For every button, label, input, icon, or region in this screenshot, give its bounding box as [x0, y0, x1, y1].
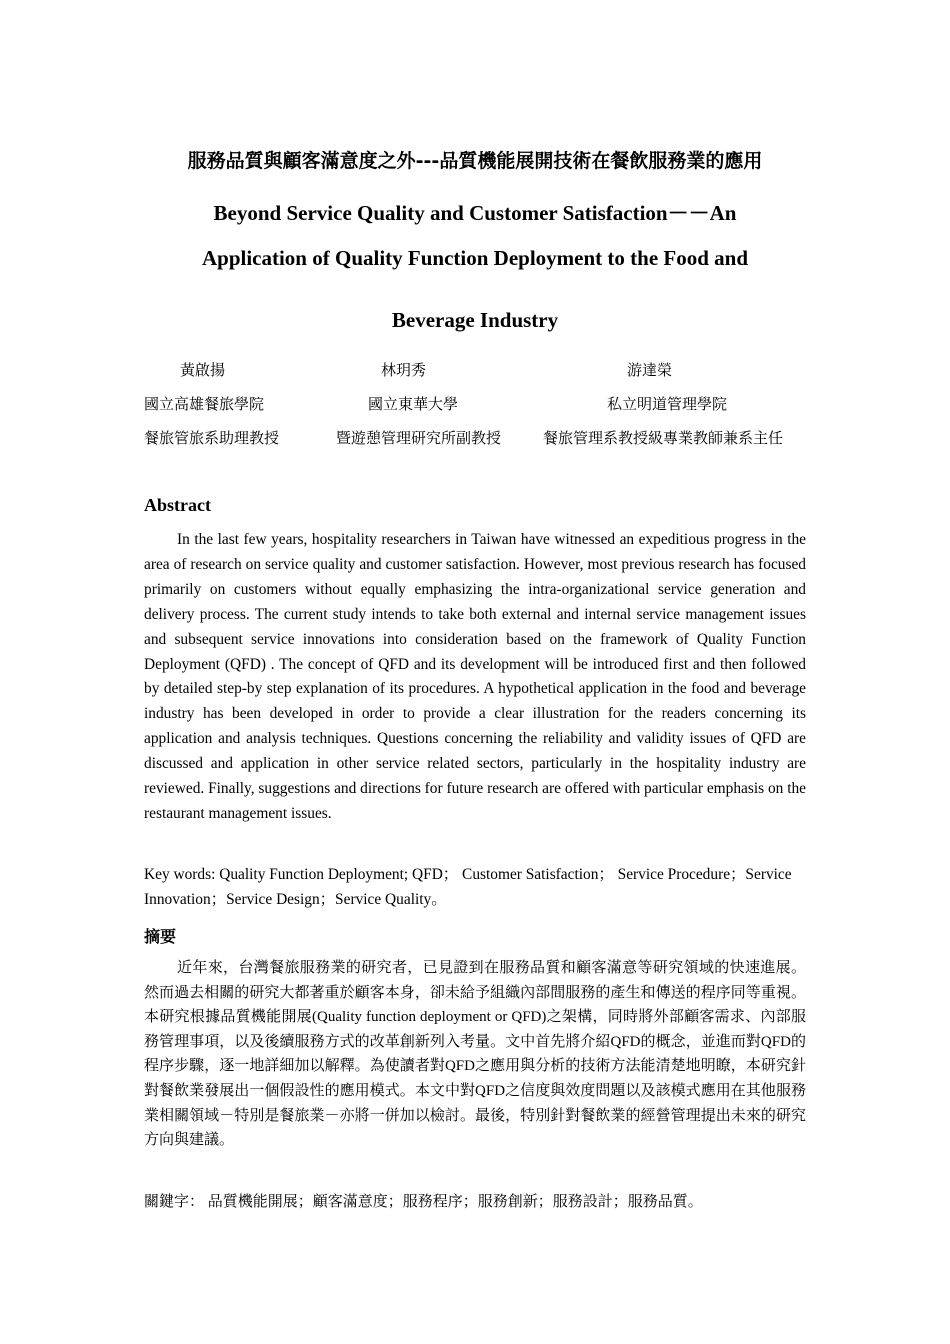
author-name-3: 游達榮: [627, 363, 673, 379]
author-name-1: 黃啟揚: [180, 363, 226, 379]
author-position-3: 餐旅管理系教授級專業教師兼系主任: [543, 431, 784, 447]
abstract-zh-keywords: 關鍵字： 品質機能開展；顧客滿意度；服務程序；服務創新；服務設計；服務品質。: [144, 1194, 703, 1210]
title-english-line-1: Beyond Service Quality and Customer Satisfaction－－An: [213, 201, 737, 225]
author-institutions-row: [144, 393, 814, 415]
title-english-line-2: Application of Quality Function Deployment to the Food and: [201, 246, 749, 270]
abstract-zh-heading: 摘要: [144, 927, 177, 946]
author-position-2: 暨遊憩管理研究所副教授: [336, 431, 502, 447]
title-chinese: 服務品質與顧客滿意度之外---品質機能展開技術在餐飲服務業的應用: [187, 150, 763, 172]
author-institution-3: 私立明道管理學院: [607, 397, 728, 413]
author-position-1: 餐旅管旅系助理教授: [144, 431, 280, 447]
author-names-row: [144, 359, 814, 381]
author-name-2: 林玥秀: [381, 363, 427, 379]
abstract-keywords: Key words: Quality Function Deployment; QFD； Customer Satisfaction； Service Procedure；Service Innovation；Service Design；Service Quality。: [144, 866, 792, 908]
author-institution-1: 國立高雄餐旅學院: [144, 397, 265, 413]
author-institution-2: 國立東華大學: [368, 397, 459, 413]
abstract-heading: Abstract: [144, 495, 211, 515]
abstract-body: In the last few years, hospitality researchers in Taiwan have witnessed an expeditious progress in the area of research on service quality and customer satisfaction. However, most previous research has focused primarily on customers without equally emphasizing the intra-organizational service generation and delivery process. The current study intends to take both external and internal service management issues and subsequent service innovations into consideration based on the framework of Quality Function Deployment (QFD) . The concept of QFD and its development will be introduced first and then followed by detailed step-by step explanation of its procedures. A hypothetical application in the food and beverage industry has been developed in order to provide a clear illustration for the readers concerning its application and analysis techniques. Questions concerning the reliability and validity issues of QFD are discussed and application in other service related sectors, particularly in the hospitality industry are reviewed. Finally, suggestions and directions for future research are offered with particular emphasis on the restaurant management issues.: [144, 531, 806, 822]
abstract-zh-body: 近年來，台灣餐旅服務業的研究者，已見證到在服務品質和顧客滿意等研究領域的快速進展。然而過去相關的研究大都著重於顧客本身，卻未給予組織內部間服務的產生和傳送的程序同等重視。本研究根據品質機能開展(Quality function deployment or QFD)之架構，同時將外部顧客需求、內部服務管理事項，以及後續服務方式的改革創新列入考量。文中首先將介紹QFD的概念，並進而對QFD的程序步驟，逐一地詳細加以解釋。為使讀者對QFD之應用與分析的技術方法能清楚地明瞭，本研究針對餐飲業發展出一個假設性的應用模式。本文中對QFD之信度與效度問題以及該模式應用在其他服務業相關領域－特別是餐旅業－亦將一併加以檢討。最後，特別針對餐飲業的經營管理提出未來的研究方向與建議。: [144, 960, 806, 1149]
title-english-line-3: Beverage Industry: [391, 308, 559, 332]
author-positions-row: [144, 427, 814, 449]
